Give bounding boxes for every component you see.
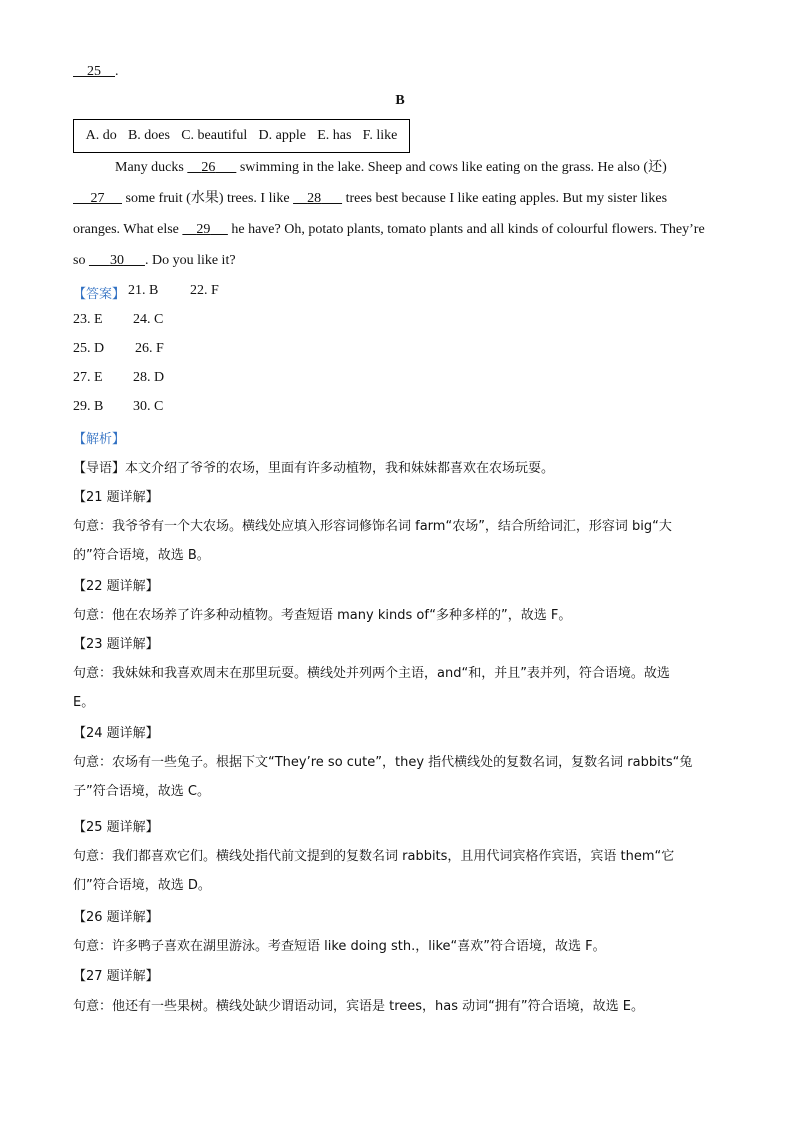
analysis-label: 【解析】 [73, 432, 126, 447]
guide-text: 【导语】本文介绍了爷爷的农场，里面有许多动植物，我和妹妹都喜欢在农场玩耍。 [73, 461, 555, 476]
option-c: C. beautiful [181, 128, 248, 143]
answer-27: 27. E [73, 370, 103, 385]
detail-21-title: 【21 题详解】 [73, 490, 159, 505]
detail-22-title: 【22 题详解】 [73, 579, 159, 594]
blank-28: 28 [307, 191, 322, 206]
answer-23: 23. E [73, 312, 103, 327]
detail-27-line: 句意：他还有一些果树。横线处缺少谓语动词，宾语是 trees，has 动词“拥有”符合语境，故选 E。 [73, 999, 644, 1014]
detail-26-title: 【26 题详解】 [73, 910, 159, 925]
passage-text: oranges. What else [73, 222, 179, 237]
blank-29: 29 [196, 222, 211, 237]
detail-21-line: 的”符合语境，故选 B。 [73, 548, 210, 563]
passage-text: . Do you like it? [144, 253, 236, 268]
option-a: A. do [85, 128, 117, 143]
detail-24-line: 句意：农场有一些兔子。根据下文“They’re so cute”，they 指代横线处的复数名词，复数名词 rabbits“兔 [73, 755, 693, 770]
answer-24: 24. C [133, 312, 164, 327]
blank-25: 25 [87, 64, 101, 79]
passage-text: swimming in the lake. Sheep and cows like eating on the grass. He also (还) [239, 160, 667, 175]
passage-line-1 [115, 159, 667, 177]
answer-label: 【答案】 [73, 287, 126, 302]
options-box [73, 119, 410, 153]
option-f: F. like [362, 128, 398, 143]
blank-27: 27 [90, 191, 105, 206]
passage-text: Many ducks [115, 160, 184, 175]
detail-23-line: 句意：我妹妹和我喜欢周末在那里玩耍。横线处并列两个主语，and“和，并且”表并列，符合语境。故选 [73, 666, 670, 681]
detail-21-line: 句意：我爷爷有一个大农场。横线处应填入形容词修饰名词 farm“农场”，结合所给词汇，形容词 big“大 [73, 519, 672, 534]
passage-text: so [73, 253, 86, 268]
answer-28: 28. D [133, 370, 165, 385]
passage-text: some fruit (水果) trees. I like [125, 191, 290, 206]
blank-30: 30 [109, 253, 124, 268]
passage-line-4 [73, 252, 236, 270]
option-e: E. has [317, 128, 352, 143]
detail-23-line: E。 [73, 695, 95, 710]
passage-line-3 [73, 221, 705, 239]
section-title: B [395, 93, 405, 108]
detail-25-title: 【25 题详解】 [73, 820, 159, 835]
answer-22: 22. F [190, 283, 219, 298]
passage-line-2 [73, 190, 667, 208]
answer-26: 26. F [135, 341, 164, 356]
blank-26: 26 [201, 160, 216, 175]
detail-24-title: 【24 题详解】 [73, 726, 159, 741]
passage-text: trees best because I like eating apples. But my sister likes [345, 191, 668, 206]
detail-25-line: 句意：我们都喜欢它们。横线处指代前文提到的复数名词 rabbits，且用代词宾格作宾语，宾语 them“它 [73, 849, 675, 864]
answer-25: 25. D [73, 341, 105, 356]
detail-24-line: 子”符合语境，故选 C。 [73, 784, 210, 799]
detail-22-line: 句意：他在农场养了许多种动植物。考查短语 many kinds of“多种多样的”，故选 F。 [73, 608, 572, 623]
detail-27-title: 【27 题详解】 [73, 969, 159, 984]
detail-26-line: 句意：许多鸭子喜欢在湖里游泳。考查短语 like doing sth.，like“喜欢”符合语境，故选 F。 [73, 939, 606, 954]
detail-25-line: 们”符合语境，故选 D。 [73, 878, 211, 893]
answer-29: 29. B [73, 399, 104, 414]
detail-23-title: 【23 题详解】 [73, 637, 159, 652]
passage-text: he have? Oh, potato plants, tomato plants and all kinds of colourful flowers. They’re [231, 222, 705, 237]
prev-blank-line: 25 . [73, 63, 119, 81]
answer-30: 30. C [133, 399, 164, 414]
option-d: D. apple [258, 128, 306, 143]
answer-21: 21. B [128, 283, 159, 298]
option-b: B. does [127, 128, 170, 143]
